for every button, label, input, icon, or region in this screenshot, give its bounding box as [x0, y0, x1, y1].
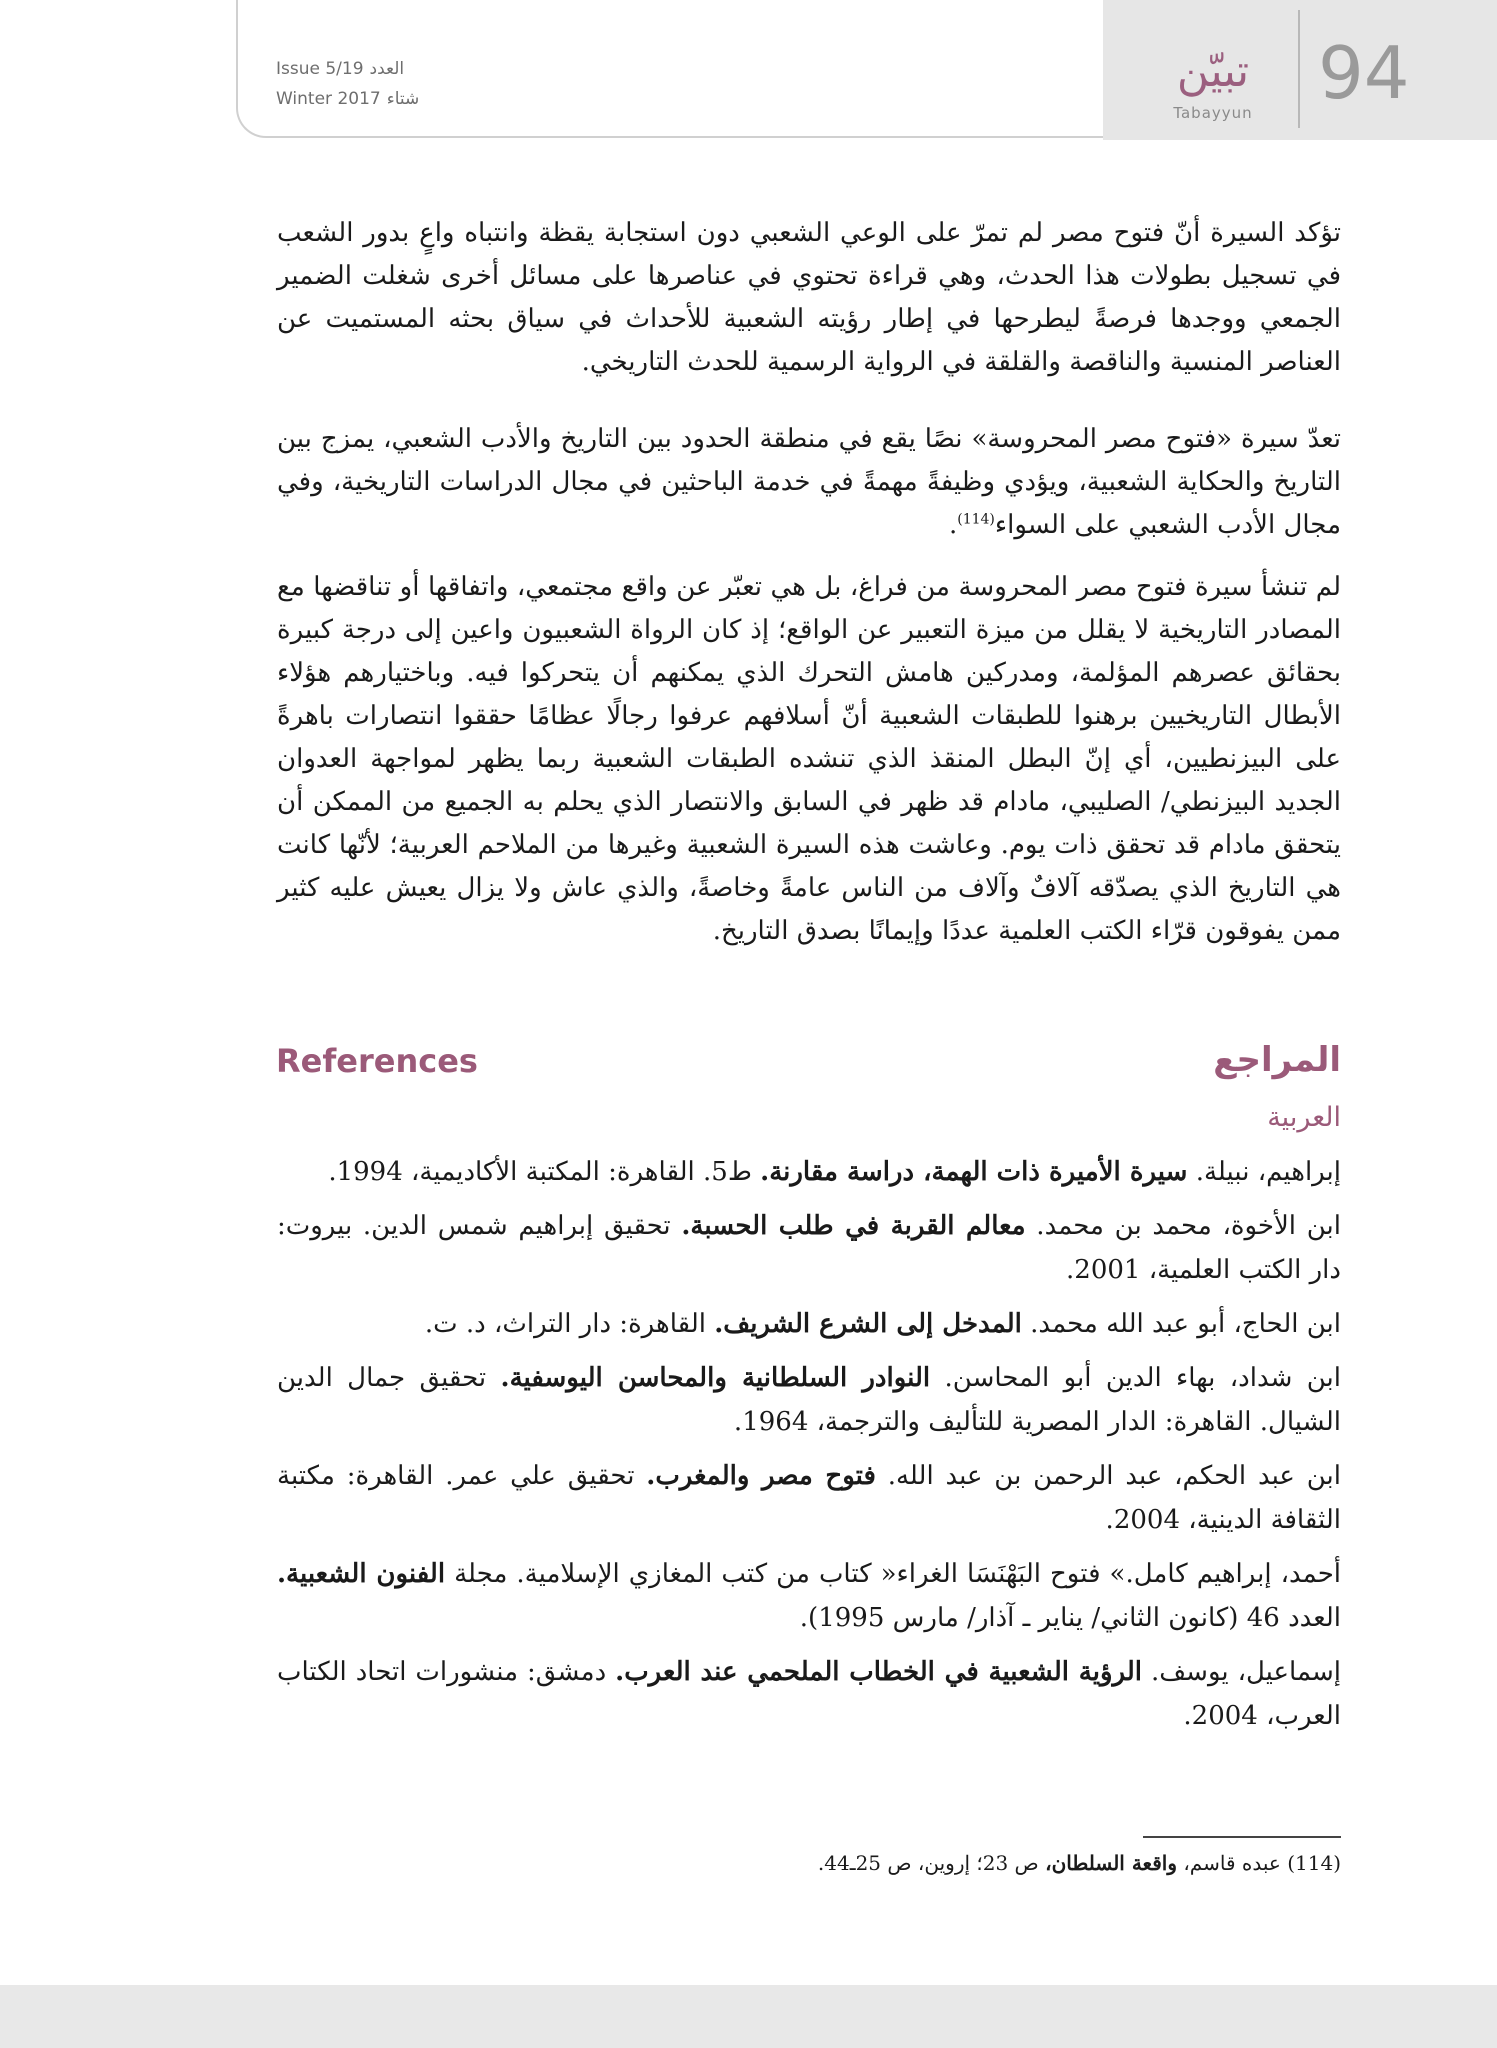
- ref-title: فتوح مصر والمغرب.: [646, 1461, 876, 1491]
- ref-title: المدخل إلى الشرع الشريف.: [714, 1309, 1022, 1339]
- ref-author: أحمد، إبراهيم كامل.» فتوح البَهْنَسَا الغراء« كتاب من كتب المغازي الإسلامية. مجلة: [445, 1559, 1341, 1589]
- body-paragraph-1: تؤكد السيرة أنّ فتوح مصر لم تمرّ على الوعي الشعبي دون استجابة يقظة وانتباه واعٍ بدور الشعب في تسجيل بطولات هذا الحدث، وهي قراءة تحتوي في عناصرها على مسائل أخرى شغلت الضمير الجمعي ووجدها فرصةً ليطرحها في إطار رؤيته الشعبية للأحداث في سياق بحثه المستميت عن العناصر المنسية والناقصة والقلقة في الرواية الرسمية للحدث التاريخي.: [277, 218, 1341, 377]
- ref-publication: العدد 46 (كانون الثاني/ يناير ـ آذار/ مارس 1995).: [799, 1603, 1341, 1633]
- ref-author: إبراهيم، نبيلة.: [1187, 1157, 1341, 1187]
- header-divider: [1298, 10, 1300, 128]
- ref-publication: تحقيق علي عمر. القاهرة: مكتبة الثقافة الدينية، 2004.: [277, 1461, 1341, 1535]
- references-heading-en: References: [276, 1042, 478, 1080]
- body-paragraph-2: تعدّ سيرة «فتوح مصر المحروسة» نصًا يقع في منطقة الحدود بين التاريخ والأدب الشعبي، يمزج بين التاريخ والحكاية الشعبية، ويؤدي وظيفةً مهمةً في خدمة الباحثين في مجال الدراسات التاريخية، وفي مجال الأدب الشعبي على السواء$^{(114)}$.: [277, 424, 1341, 540]
- page-footer-band: [0, 1985, 1497, 2048]
- ref-title: النوادر السلطانية والمحاسن اليوسفية.: [500, 1363, 931, 1393]
- ref-publication: دمشق: منشورات اتحاد الكتاب العرب، 2004.: [277, 1657, 1341, 1731]
- ref-title: سيرة الأميرة ذات الهمة، دراسة مقارنة.: [760, 1157, 1188, 1187]
- ref-title: الرؤية الشعبية في الخطاب الملحمي عند العرب.: [615, 1657, 1143, 1687]
- footnote-title: واقعة السلطان،: [1045, 1851, 1177, 1875]
- journal-logo-latin: Tabayyun: [1173, 104, 1253, 122]
- ref-title: معالم القربة في طلب الحسبة.: [681, 1211, 1026, 1241]
- references-heading-ar: المراجع: [1213, 1040, 1341, 1080]
- reference-item: [277, 1302, 1341, 1346]
- references-list: [277, 1150, 1341, 1748]
- journal-logo: تبيّن: [1176, 46, 1250, 97]
- ref-publication: تحقيق جمال الدين الشيال. القاهرة: الدار المصرية للتأليف والترجمة، 1964.: [277, 1363, 1341, 1437]
- issue-number: Issue 5/19: [276, 59, 364, 79]
- season-en: Winter 2017: [276, 89, 381, 109]
- ref-title: الفنون الشعبية.: [277, 1559, 446, 1589]
- footnote-number: (114): [1287, 1851, 1341, 1875]
- season-ar: شتاء: [386, 89, 420, 109]
- issue-info: [276, 56, 436, 82]
- footnote-marker: (114): [957, 511, 995, 528]
- season-info: [276, 86, 436, 112]
- issue-label-ar: العدد: [369, 59, 405, 79]
- page-number: 94: [1318, 31, 1410, 115]
- footnote-separator: [1143, 1836, 1341, 1838]
- ref-author: ابن عبد الحكم، عبد الرحمن بن عبد الله.: [875, 1461, 1342, 1491]
- ref-author: ابن الأخوة، محمد بن محمد.: [1025, 1211, 1341, 1241]
- ref-author: إسماعيل، يوسف.: [1142, 1657, 1341, 1687]
- references-subheading-arabic: العربية: [1267, 1102, 1341, 1133]
- ref-publication: ط5. القاهرة: المكتبة الأكاديمية، 1994.: [328, 1157, 761, 1187]
- ref-author: ابن الحاج، أبو عبد الله محمد.: [1021, 1309, 1341, 1339]
- reference-item: [277, 1552, 1341, 1640]
- reference-item: [277, 1454, 1341, 1542]
- body-paragraph-3: لم تنشأ سيرة فتوح مصر المحروسة من فراغ، بل هي تعبّر عن واقع مجتمعي، واتفاقها أو تناقضها مع المصادر التاريخية لا يقلل من ميزة التعبير عن الواقع؛ إذ كان الرواة الشعبيون واعين إلى درجة كبيرة بحقائق عصرهم المؤلمة، ومدركين هامش التحرك الذي يمكنهم أن يتحركوا فيه. وباختيارهم هؤلاء الأبطال التاريخيين برهنوا للطبقات الشعبية أنّ أسلافهم عرفوا رجالًا عظامًا حققوا انتصارات باهرةً على البيزنطيين، أي إنّ البطل المنقذ الذي تنشده الطبقات الشعبية ربما يظهر لمواجهة العدوان الجديد البيزنطي/ الصليبي، مادام قد ظهر في السابق والانتصار الذي يحلم به الجميع من الممكن أن يتحقق مادام قد تحقق ذات يوم. وعاشت هذه السيرة الشعبية وغيرها من الملاحم العربية؛ لأنّها كانت هي التاريخ الذي يصدّقه آلافٌ وآلاف من الناس عامةً وخاصةً، والذي عاش ولا يزال يعيش عليه كثير ممن يفوقون قرّاء الكتب العلمية عددًا وإيمانًا بصدق التاريخ.: [277, 572, 1341, 946]
- reference-item: [277, 1204, 1341, 1292]
- paragraph-text: تعدّ سيرة «فتوح مصر المحروسة» نصًا يقع في منطقة الحدود بين التاريخ والأدب الشعبي، يمزج بين التاريخ والحكاية الشعبية، ويؤدي وظيفةً مهمةً في خدمة الباحثين في مجال الدراسات التاريخية، وفي مجال الأدب الشعبي على السواء: [277, 424, 1341, 540]
- ref-publication: تحقيق إبراهيم شمس الدين. بيروت: دار الكتب العلمية، 2001.: [277, 1211, 1341, 1285]
- footnote-pages: ص 23؛ إروين، ص 25ـ44.: [817, 1851, 1046, 1875]
- reference-item: [277, 1150, 1341, 1194]
- reference-item: [277, 1356, 1341, 1444]
- ref-author: ابن شداد، بهاء الدين أبو المحاسن.: [930, 1363, 1341, 1393]
- reference-item: [277, 1650, 1341, 1738]
- footnote-author: عبده قاسم،: [1176, 1851, 1281, 1875]
- ref-publication: القاهرة: دار التراث، د. ت.: [424, 1309, 715, 1339]
- footnote: [700, 1846, 1341, 1880]
